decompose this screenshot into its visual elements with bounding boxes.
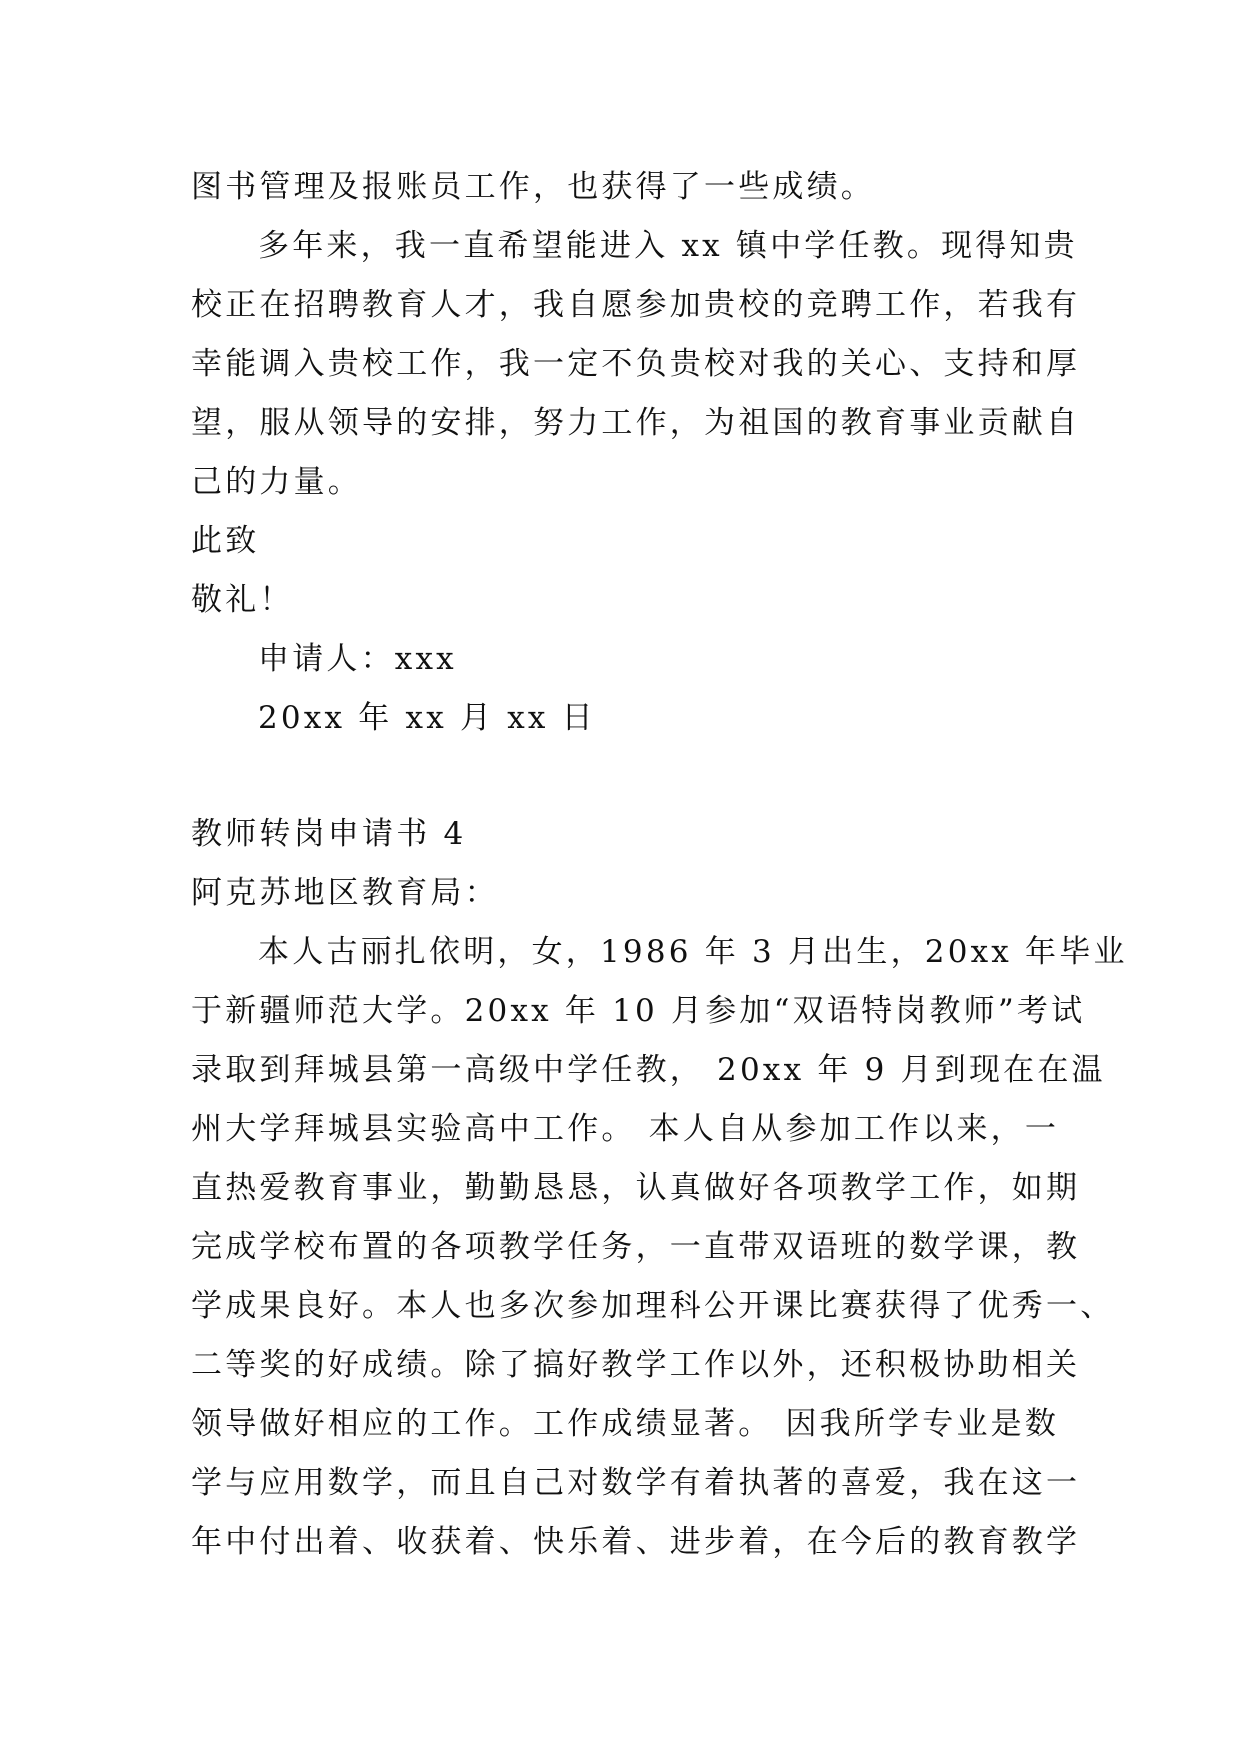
text-line: 图书管理及报账员工作，也获得了一些成绩。 xyxy=(191,169,875,205)
text-line: 录取到拜城县第一高级中学任教， 20xx 年 9 月到现在在温 xyxy=(191,1052,1106,1088)
text-line: 本人古丽扎依明，女，1986 年 3 月出生，20xx 年毕业 xyxy=(258,934,1128,970)
text-line: 学与应用数学，而且自己对数学有着执著的喜爱，我在这一 xyxy=(191,1465,1081,1501)
text-line: 多年来，我一直希望能进入 xx 镇中学任教。现得知贵 xyxy=(258,228,1078,264)
text-line: 幸能调入贵校工作，我一定不负贵校对我的关心、支持和厚 xyxy=(191,346,1081,382)
text-line: 直热爱教育事业，勤勤恳恳，认真做好各项教学工作，如期 xyxy=(191,1170,1081,1206)
text-line: 望，服从领导的安排，努力工作，为祖国的教育事业贡献自 xyxy=(191,405,1081,441)
text-line: 州大学拜城县实验高中工作。 本人自从参加工作以来，一 xyxy=(191,1111,1060,1147)
letter-date: 20xx 年 xx 月 xx 日 xyxy=(258,700,596,736)
text-line: 年中付出着、收获着、快乐着、进步着，在今后的教育教学 xyxy=(191,1524,1081,1560)
closing-regards: 敬礼！ xyxy=(191,582,294,618)
text-line: 完成学校布置的各项教学任务，一直带双语班的数学课，教 xyxy=(191,1229,1081,1265)
text-line: 于新疆师范大学。20xx 年 10 月参加“双语特岗教师”考试 xyxy=(191,993,1086,1029)
text-line: 己的力量。 xyxy=(191,464,362,500)
applicant-signature: 申请人：xxx xyxy=(258,641,457,677)
closing-salutation: 此致 xyxy=(191,523,260,559)
text-line: 领导做好相应的工作。工作成绩显著。 因我所学专业是数 xyxy=(191,1406,1060,1442)
text-line: 二等奖的好成绩。除了搞好教学工作以外，还积极协助相关 xyxy=(191,1347,1081,1383)
recipient-line: 阿克苏地区教育局： xyxy=(191,875,499,911)
section-title: 教师转岗申请书 4 xyxy=(191,816,467,852)
text-line: 学成果良好。本人也多次参加理科公开课比赛获得了优秀一、 xyxy=(191,1288,1115,1324)
text-line: 校正在招聘教育人才，我自愿参加贵校的竞聘工作，若我有 xyxy=(191,287,1081,323)
